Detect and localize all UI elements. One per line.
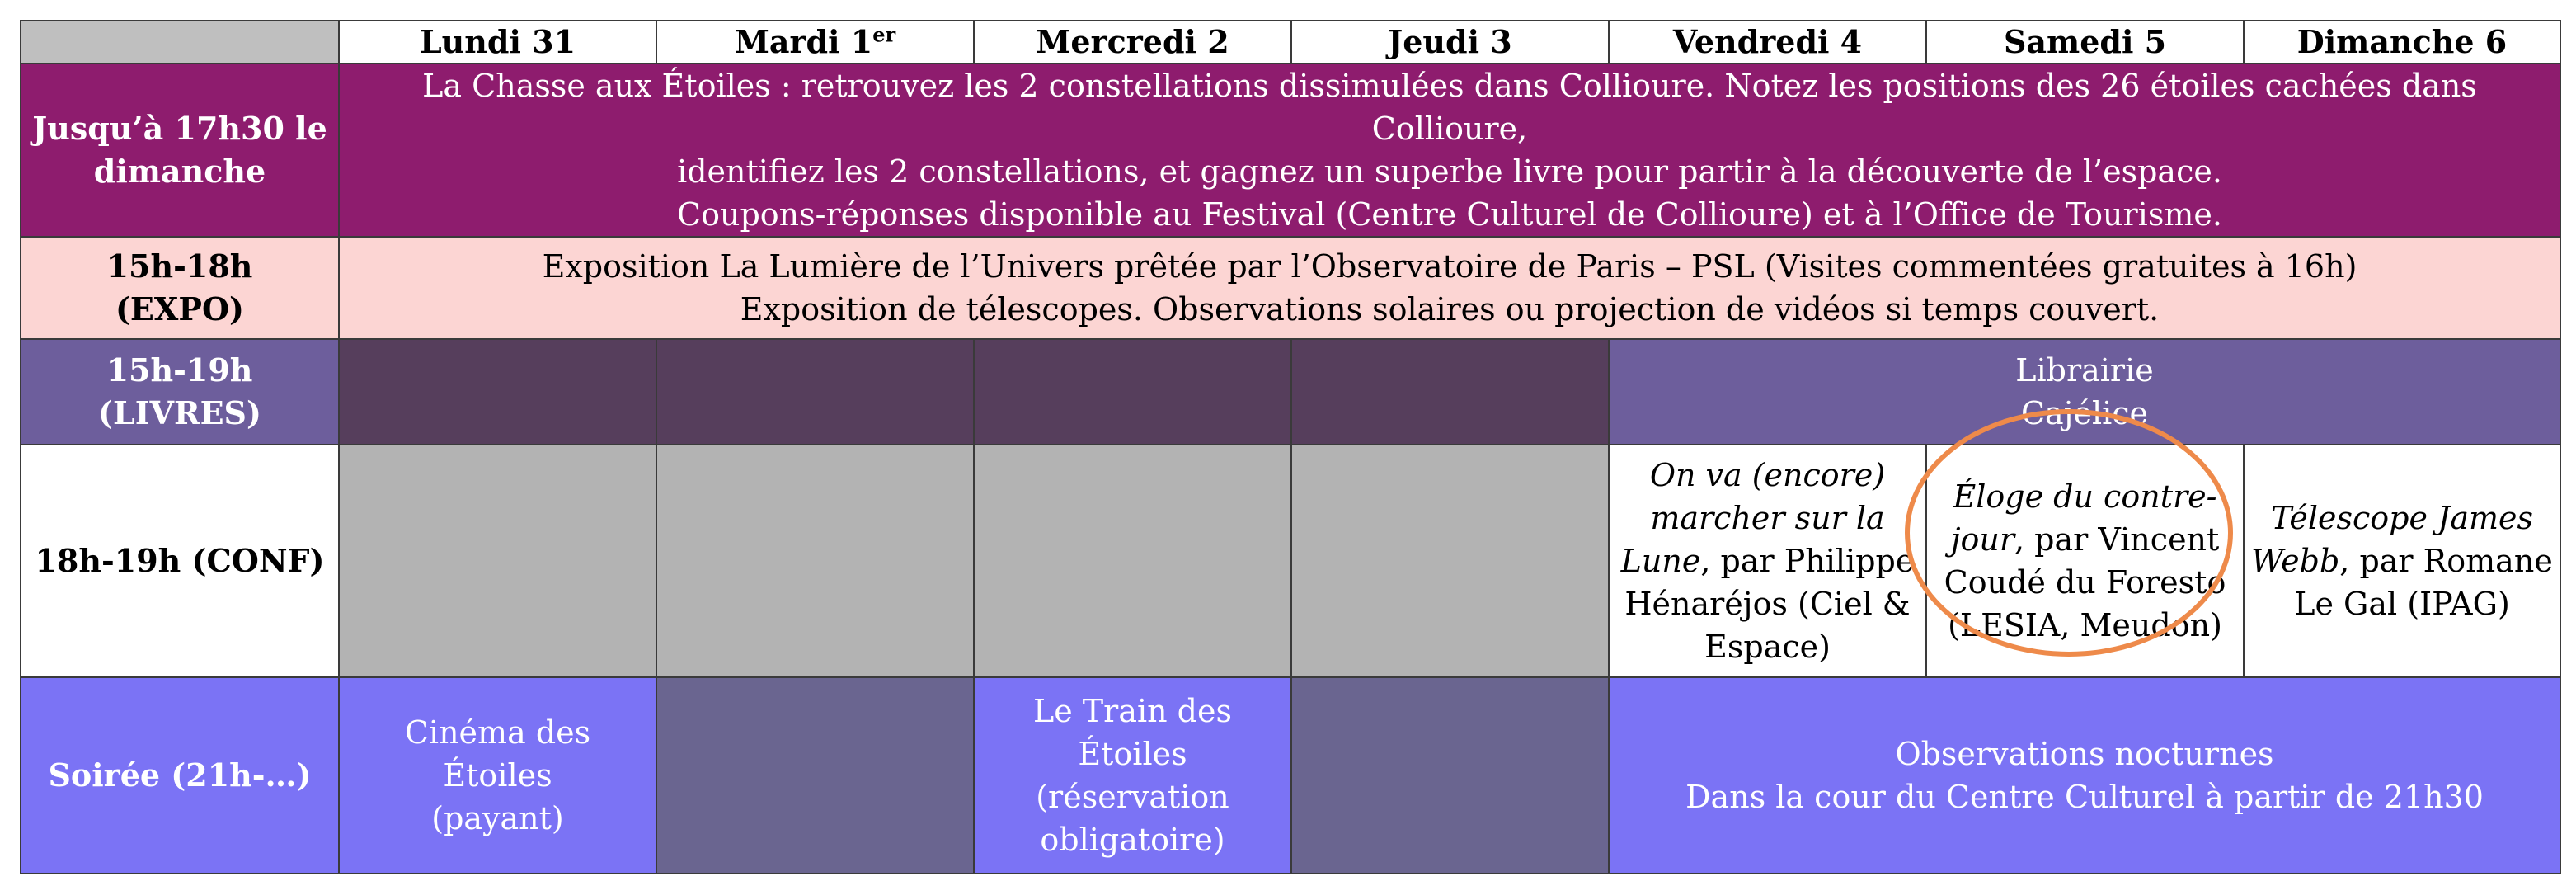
conf-speaker: , par Romane Le Gal (IPAG)	[2294, 543, 2553, 622]
librairie-text-line: Cajélice	[2020, 395, 2149, 431]
conf-dimanche	[2244, 445, 2560, 677]
librairie-cell	[1609, 339, 2560, 445]
row-expo	[21, 237, 2560, 339]
expo-text-line: Exposition de télescopes. Observations solaires ou projection de vidéos si temps couvert.	[740, 291, 2160, 327]
day-label: Jeudi 3	[1388, 23, 1512, 60]
soiree-text-line: Cinéma des Étoiles	[404, 714, 591, 794]
day-ordinal-suffix: er	[872, 22, 896, 47]
conf-title: On va (encore) marcher sur la Lune	[1620, 457, 1886, 579]
soiree-empty-jeudi	[1291, 677, 1609, 874]
soiree-text-line: Dans la cour du Centre Culturel à partir de 21h30	[1685, 779, 2484, 815]
livres-closed-jeudi	[1291, 339, 1609, 445]
day-header-mercredi	[974, 21, 1291, 64]
day-header-dimanche	[2244, 21, 2560, 64]
soiree-text-line: (payant)	[431, 800, 564, 836]
conf-vendredi	[1609, 445, 1926, 677]
day-header-lundi	[339, 21, 656, 64]
day-header-mardi	[656, 21, 974, 64]
row-label-chasse	[21, 64, 339, 237]
row-label-soiree	[21, 677, 339, 874]
day-header-samedi	[1926, 21, 2244, 64]
conf-speaker: , par Philippe Hénaréjos (Ciel & Espace)	[1624, 543, 1915, 665]
conf-title: Éloge du contre-jour	[1950, 478, 2217, 558]
soiree-text-line: (réservation	[1036, 779, 1229, 815]
day-header-jeudi	[1291, 21, 1609, 64]
festival-schedule-table	[20, 20, 2561, 874]
row-label-line: 15h-19h	[106, 351, 253, 389]
soiree-text-line: Le Train des Étoiles	[1033, 693, 1232, 772]
row-chasse-aux-etoiles	[21, 64, 2560, 237]
soiree-empty-mardi	[656, 677, 974, 874]
row-label-text: 18h-19h (CONF)	[35, 542, 325, 579]
conf-speaker: , par Vincent Coudé du Foresto (LESIA, Meudon)	[1944, 521, 2226, 643]
row-label-line: dimanche	[93, 153, 266, 190]
day-label: Mardi 1	[734, 23, 873, 60]
conf-empty-lundi	[339, 445, 656, 677]
chasse-text-line: Coupons-réponses disponible au Festival (Centre Culturel de Collioure) et à l’Office de Tourisme.	[677, 196, 2222, 233]
soiree-mercredi	[974, 677, 1291, 874]
livres-closed-mardi	[656, 339, 974, 445]
chasse-text-line: La Chasse aux Étoiles : retrouvez les 2 constellations dissimulées dans Collioure. Notez les positions des 26 étoiles cachées dans Collioure,	[422, 68, 2477, 147]
conf-empty-mercredi	[974, 445, 1291, 677]
day-header-vendredi	[1609, 21, 1926, 64]
day-label: Lundi 31	[419, 23, 576, 60]
day-label: Vendredi 4	[1672, 23, 1863, 60]
row-label-line: 15h-18h	[106, 247, 253, 285]
day-label: Dimanche 6	[2296, 23, 2508, 60]
chasse-description	[339, 64, 2560, 237]
conf-empty-mardi	[656, 445, 974, 677]
day-label: Mercredi 2	[1036, 23, 1229, 60]
row-label-livres	[21, 339, 339, 445]
expo-description	[339, 237, 2560, 339]
livres-closed-lundi	[339, 339, 656, 445]
row-label-text: Soirée (21h-…)	[48, 756, 312, 794]
corner-cell	[21, 21, 339, 64]
soiree-weekend	[1609, 677, 2560, 874]
day-label: Samedi 5	[2003, 23, 2167, 60]
row-label-expo	[21, 237, 339, 339]
row-livres	[21, 339, 2560, 445]
row-label-line: (LIVRES)	[98, 394, 261, 431]
chasse-text-line: identifiez les 2 constellations, et gagnez un superbe livre pour partir à la découverte de l’espace.	[677, 153, 2222, 190]
expo-text-line: Exposition La Lumière de l’Univers prêtée par l’Observatoire de Paris – PSL (Visites commentées gratuites à 16h)	[542, 248, 2357, 285]
conf-samedi	[1926, 445, 2244, 677]
row-soiree	[21, 677, 2560, 874]
librairie-text-line: Librairie	[2015, 352, 2154, 389]
row-label-line: (EXPO)	[115, 290, 245, 327]
conf-title: Télescope James Webb	[2251, 500, 2533, 579]
soiree-lundi	[339, 677, 656, 874]
soiree-text-line: obligatoire)	[1040, 822, 1225, 858]
row-label-line: Jusqu’à 17h30 le	[32, 110, 327, 147]
livres-closed-mercredi	[974, 339, 1291, 445]
header-row	[21, 21, 2560, 64]
conf-empty-jeudi	[1291, 445, 1609, 677]
soiree-text-line: Observations nocturnes	[1895, 736, 2274, 772]
row-label-conf	[21, 445, 339, 677]
row-conf	[21, 445, 2560, 677]
